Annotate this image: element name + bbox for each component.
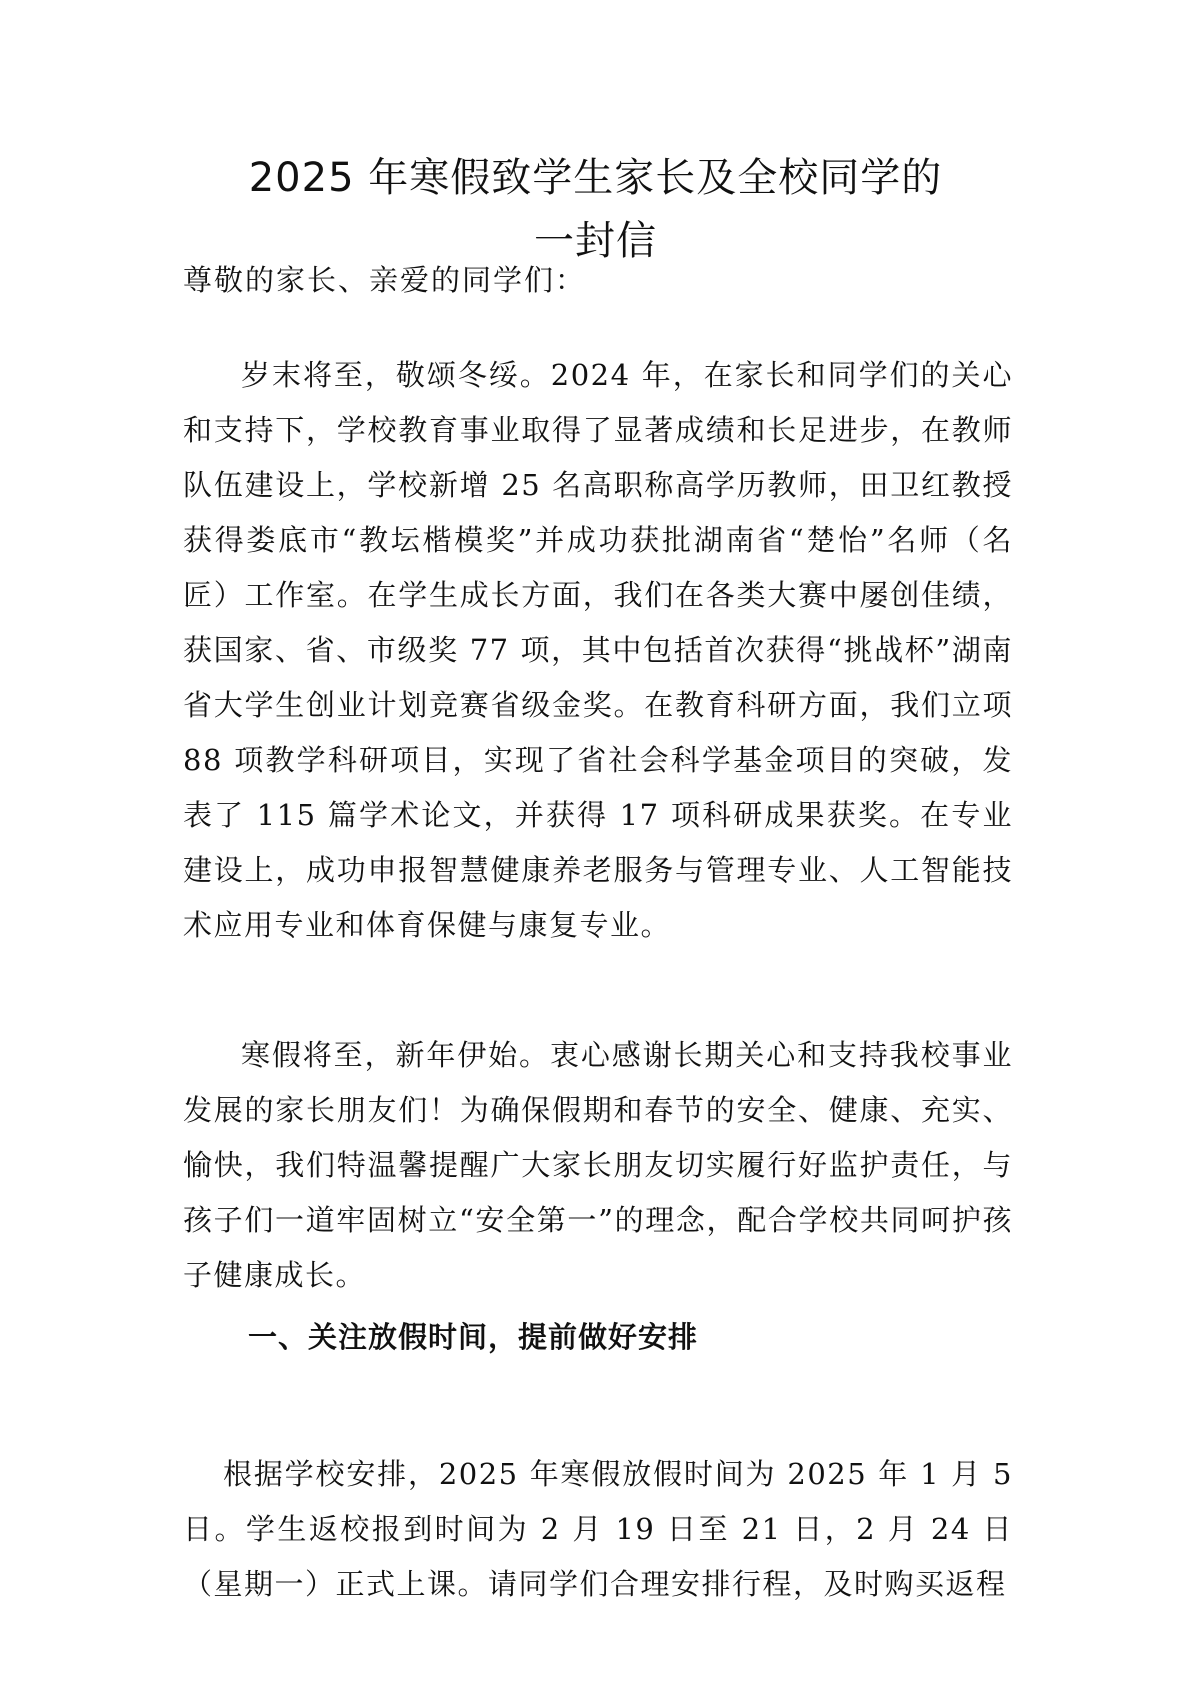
- paragraph-achievements: 岁末将至，敬颂冬绥。2024 年，在家长和同学们的关心和支持下，学校教育事业取得了显著成绩和长足进步，在教师队伍建设上，学校新增 25 名高职称高学历教师，田卫红教授获得娄底市“教坛楷模奖”并成功获批湖南省“楚怡”名师（名匠）工作室。在学生成长方面，我们在各类大赛中屡创佳绩，获国家、省、市级奖 77 项，其中包括首次获得“挑战杯”湖南省大学生创业计划竞赛省级金奖。在教育科研方面，我们立项 88 项教学科研项目，实现了省社会科学基金项目的突破，发表了 115 篇学术论文，并获得 17 项科研成果获奖。在专业建设上，成功申报智慧健康养老服务与管理专业、人工智能技术应用专业和体育保健与康复专业。: [183, 358, 1013, 942]
- paragraph-holiday-schedule: 根据学校安排，2025 年寒假放假时间为 2025 年 1 月 5 日。学生返校报到时间为 2 月 19 日至 21 日，2 月 24 日（星期一）正式上课。请同学们合理安排行程，及时购买返程: [183, 1457, 1013, 1601]
- section-heading-holiday-time: 一、关注放假时间，提前做好安排: [248, 1320, 699, 1354]
- salutation: 尊敬的家长、亲爱的同学们：: [183, 263, 587, 297]
- document-title-line-2: 一封信: [534, 218, 657, 264]
- document-title-line-1: 2025 年寒假致学生家长及全校同学的: [248, 155, 943, 201]
- paragraph-holiday-greeting: 寒假将至，新年伊始。衷心感谢长期关心和支持我校事业发展的家长朋友们！为确保假期和春节的安全、健康、充实、愉快，我们特温馨提醒广大家长朋友切实履行好监护责任，与孩子们一道牢固树立“安全第一”的理念，配合学校共同呵护孩子健康成长。: [183, 1038, 1013, 1292]
